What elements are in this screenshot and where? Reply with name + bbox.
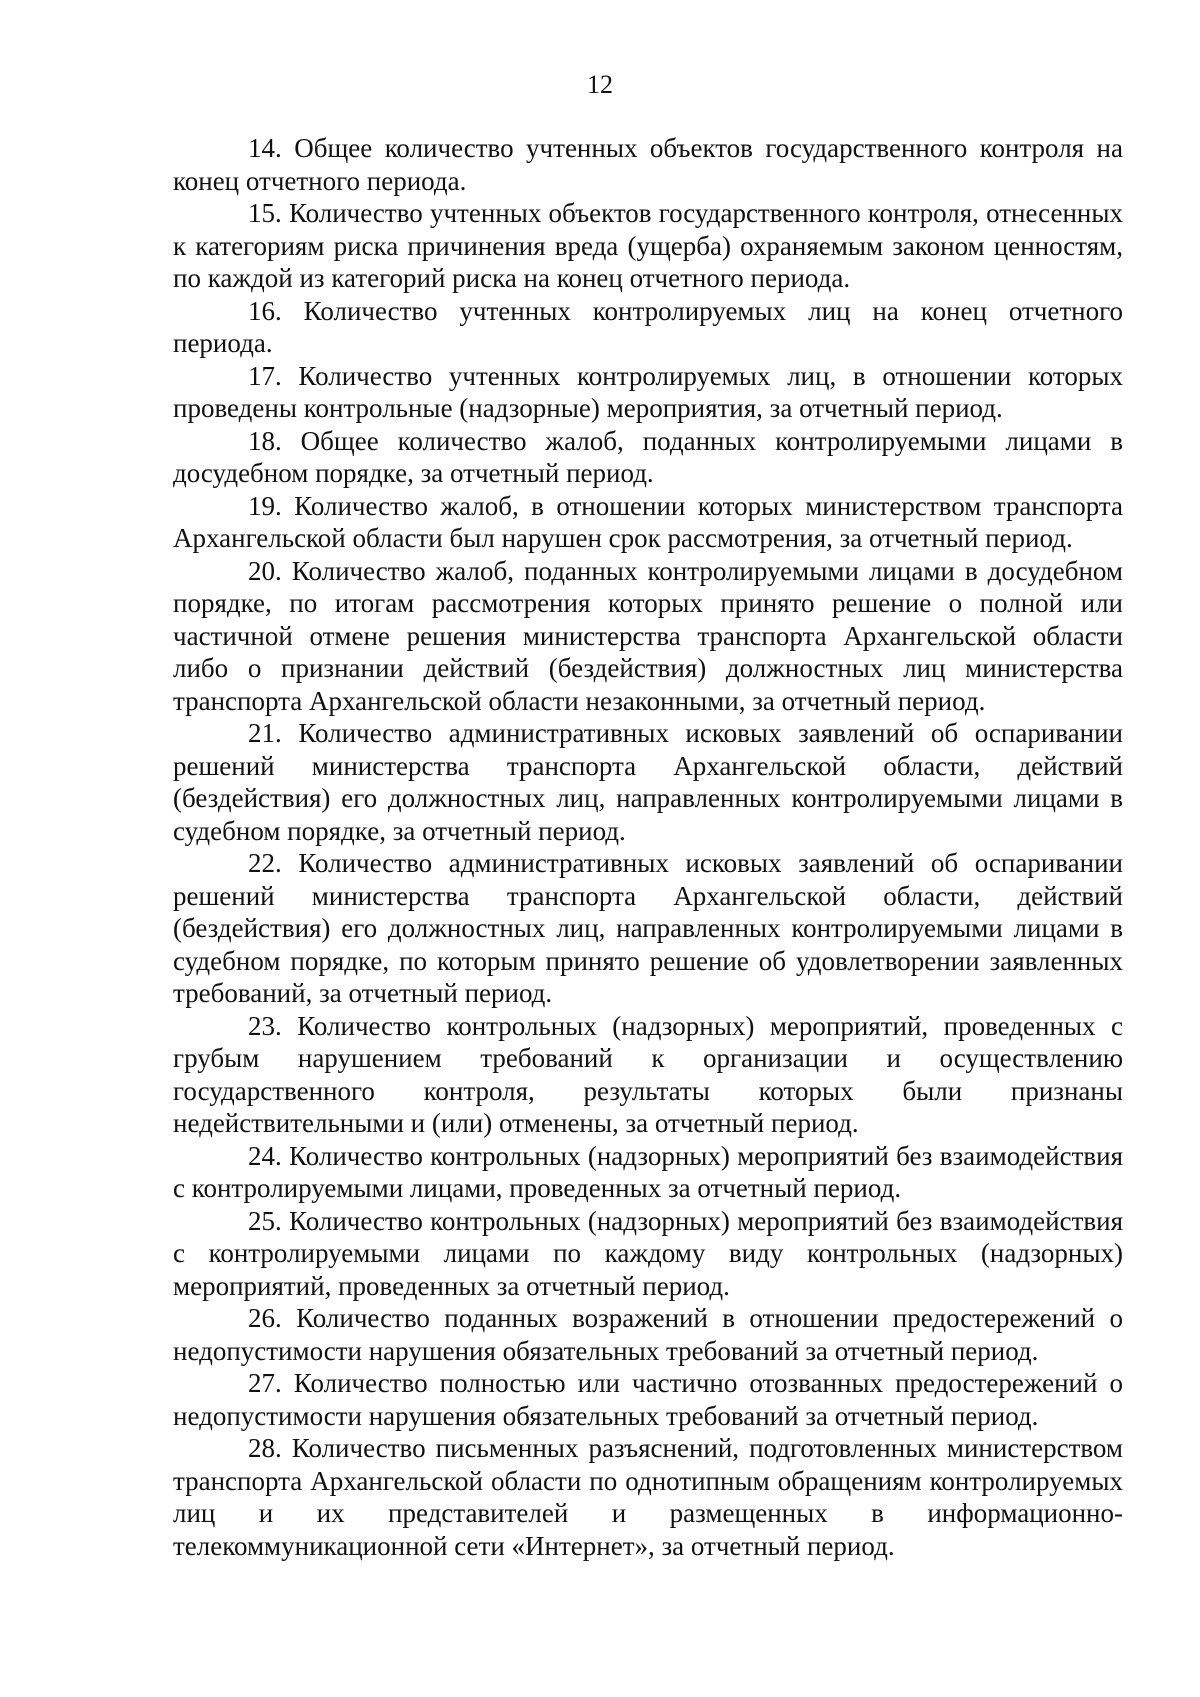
page-number: 12 — [587, 70, 613, 99]
paragraph-22: 22. Количество административных исковых заявлений об оспаривании решений министерства транспорта Архангельской области, действий (бездействия) его должностных лиц, направленных контролируемыми лицами в судебном порядке, по которым принято решение об удовлетворении заявленных требований, за отчетный период. — [173, 848, 1123, 1008]
paragraph-18: 18. Общее количество жалоб, поданных контролируемыми лицами в досудебном порядке, за отчетный период. — [173, 425, 1123, 488]
paragraph-24: 24. Количество контрольных (надзорных) мероприятий без взаимодействия с контролируемыми лицами, проведенных за отчетный период. — [173, 1140, 1123, 1203]
paragraph-15: 15. Количество учтенных объектов государственного контроля, отнесенных к категориям риска причинения вреда (ущерба) охраняемым законом ценностям, по каждой из категорий риска на конец отчетного периода. — [173, 198, 1123, 293]
paragraph-21: 21. Количество административных исковых заявлений об оспаривании решений министерства транспорта Архангельской области, действий (бездействия) его должностных лиц, направленных контролируемыми лицами в судебном порядке, за отчетный период. — [173, 718, 1123, 846]
paragraph-14: 14. Общее количество учтенных объектов государственного контроля на конец отчетного периода. — [173, 133, 1123, 196]
document-body — [173, 132, 1123, 1562]
paragraph-20: 20. Количество жалоб, поданных контролируемыми лицами в досудебном порядке, по итогам рассмотрения которых принято решение о полной или частичной отмене решения министерства транспорта Архангельской области либо о признании действий (бездействия) должностных лиц министерства транспорта Архангельской области незаконными, за отчетный период. — [173, 555, 1123, 716]
paragraph-19: 19. Количество жалоб, в отношении которых министерством транспорта Архангельской области был нарушен срок рассмотрения, за отчетный период. — [173, 490, 1123, 553]
paragraph-27: 27. Количество полностью или частично отозванных предостережений о недопустимости нарушения обязательных требований за отчетный период. — [173, 1368, 1123, 1431]
paragraph-23: 23. Количество контрольных (надзорных) мероприятий, проведенных с грубым нарушением требований к организации и осуществлению государственного контроля, результаты которых были признаны недействительными и (или) отменены, за отчетный период. — [173, 1010, 1123, 1138]
paragraph-16: 16. Количество учтенных контролируемых лиц на конец отчетного периода. — [173, 295, 1123, 358]
paragraph-25: 25. Количество контрольных (надзорных) мероприятий без взаимодействия с контролируемыми лицами по каждому виду контрольных (надзорных) мероприятий, проведенных за отчетный период. — [173, 1205, 1123, 1301]
paragraph-17: 17. Количество учтенных контролируемых лиц, в отношении которых проведены контрольные (надзорные) мероприятия, за отчетный период. — [173, 360, 1123, 423]
paragraph-26: 26. Количество поданных возражений в отношении предостережений о недопустимости нарушения обязательных требований за отчетный период. — [173, 1303, 1123, 1366]
paragraph-28: 28. Количество письменных разъяснений, подготовленных министерством транспорта Архангельской области по однотипным обращениям контролируемых лиц и их представителей и размещенных в информационно-телекоммуникационной сети «Интернет», за отчетный период. — [173, 1433, 1123, 1561]
